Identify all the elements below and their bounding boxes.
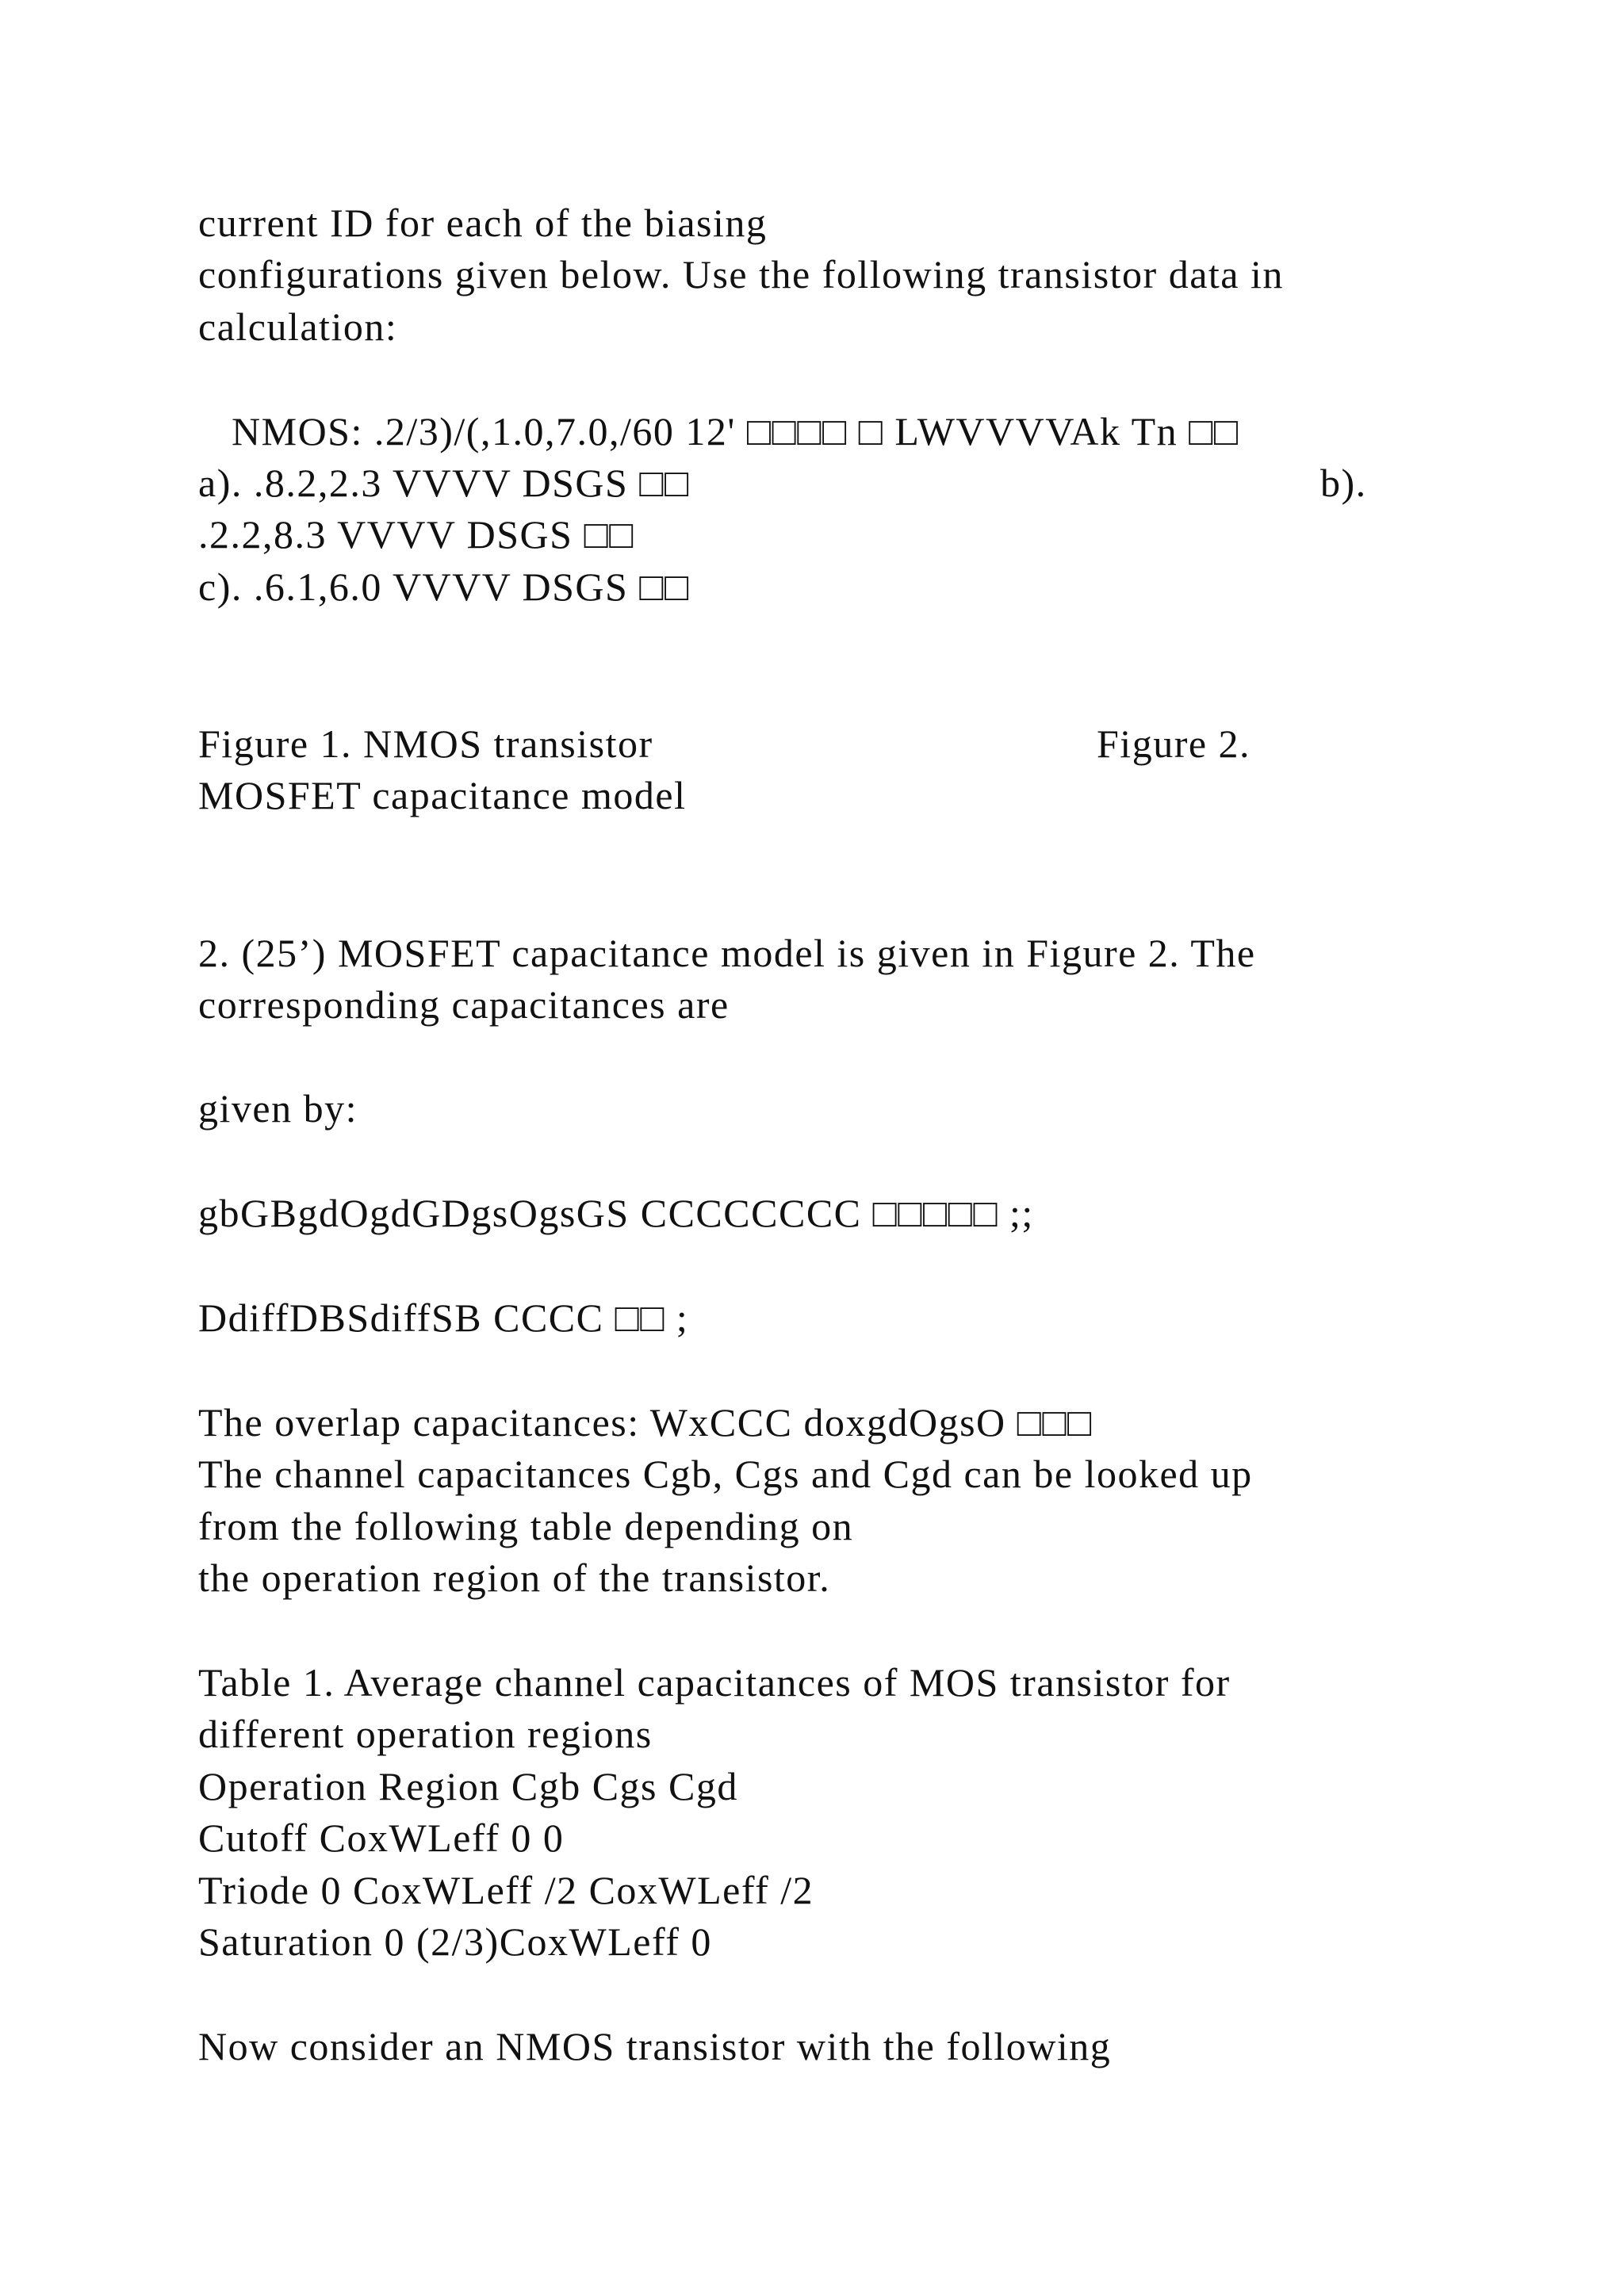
case-c-line: c). .6.1,6.0 VVVV DSGS □□ bbox=[198, 564, 690, 609]
table-row: Cutoff CoxWLeff 0 0 bbox=[198, 1816, 565, 1860]
equation-line: DdiffDBSdiffSB CCCC □□ ; bbox=[198, 1295, 689, 1340]
table-header-row: Operation Region Cgb Cgs Cgd bbox=[198, 1764, 738, 1808]
text-line: current ID for each of the biasing bbox=[198, 201, 768, 245]
text-line: The channel capacitances Cgb, Cgs and Cgd can be looked up bbox=[198, 1452, 1253, 1496]
equation-line: The overlap capacitances: WxCCC doxgdOgsO □□□ bbox=[198, 1400, 1093, 1445]
case-b-label: b). bbox=[1320, 461, 1367, 505]
case-a-line: a). .8.2,2.3 VVVV DSGS □□ bbox=[198, 461, 690, 505]
text-line: from the following table depending on bbox=[198, 1504, 854, 1548]
table-caption: Table 1. Average channel capacitances of MOS transistor for bbox=[198, 1660, 1231, 1705]
case-b-line: .2.2,8.3 VVVV DSGS □□ bbox=[198, 512, 634, 557]
text-line: the operation region of the transistor. bbox=[198, 1556, 831, 1600]
question-2-line: 2. (25’) MOSFET capacitance model is given in Figure 2. The bbox=[198, 931, 1256, 975]
table-caption-cont: different operation regions bbox=[198, 1712, 653, 1756]
text-line: Now consider an NMOS transistor with the following bbox=[198, 2024, 1112, 2068]
figure-1-caption: Figure 1. NMOS transistor bbox=[198, 721, 653, 766]
table-row: Triode 0 CoxWLeff /2 CoxWLeff /2 bbox=[198, 1868, 814, 1912]
text-line: corresponding capacitances are bbox=[198, 982, 730, 1027]
equation-line: gbGBgdOgdGDgsOgsGS CCCCCCCC □□□□□ ;; bbox=[198, 1191, 1034, 1235]
text-line: configurations given below. Use the following transistor data in bbox=[198, 252, 1284, 297]
nmos-data-line: NMOS: .2/3)/(,1.0,7.0,/60 12' □□□□ □ LWVVVVAk Tn □□ bbox=[198, 409, 1239, 453]
figure-2-caption: Figure 2. bbox=[1097, 721, 1251, 766]
text-line: given by: bbox=[198, 1086, 358, 1131]
figure-2-caption-cont: MOSFET capacitance model bbox=[198, 773, 687, 817]
table-row: Saturation 0 (2/3)CoxWLeff 0 bbox=[198, 1919, 712, 1964]
text-line: calculation: bbox=[198, 304, 398, 349]
